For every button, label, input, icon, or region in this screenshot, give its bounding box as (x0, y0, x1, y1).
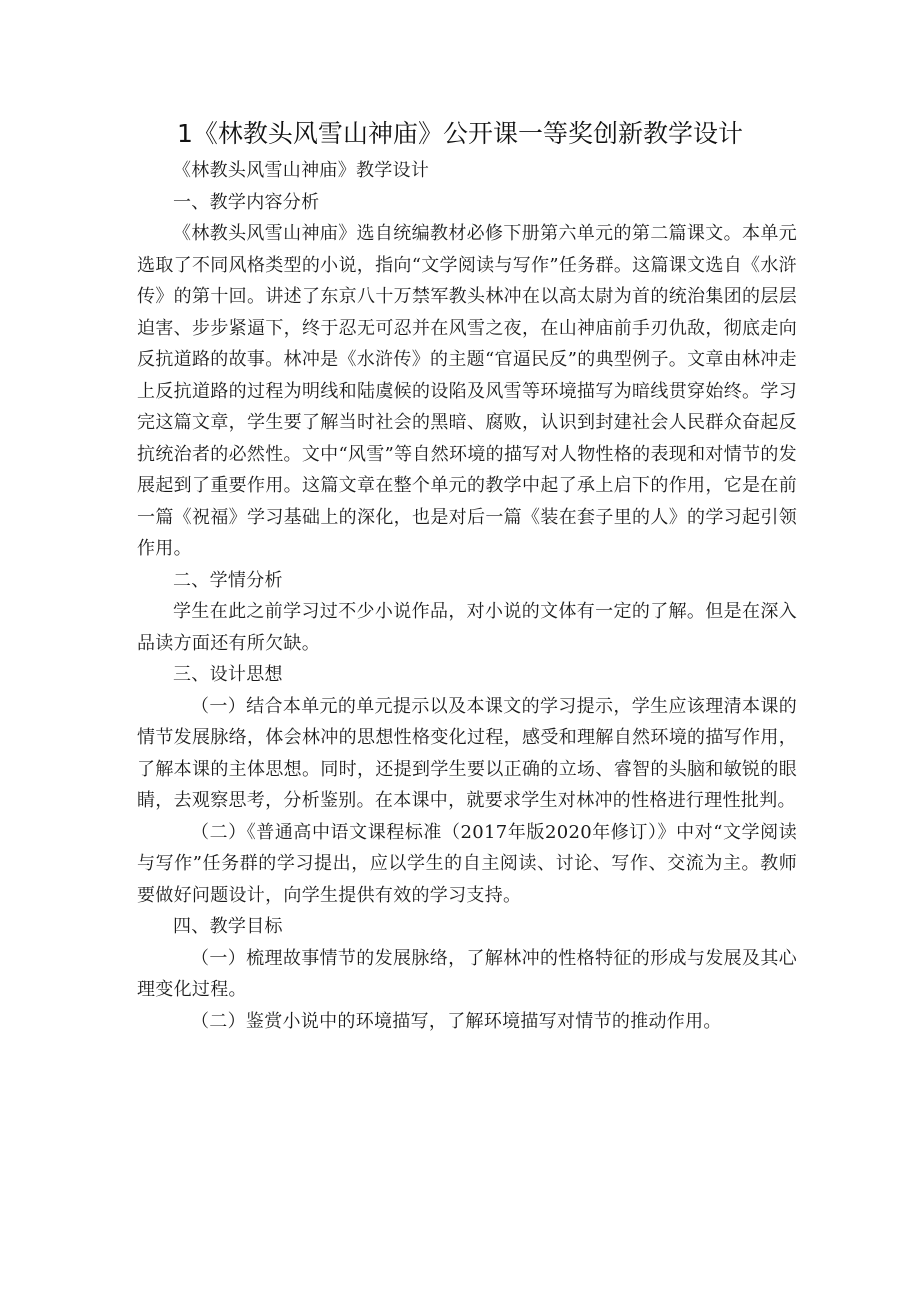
document-body (137, 155, 797, 1037)
paragraph-design-idea-1: （一）结合本单元的单元提示以及本课文的学习提示，学生应该理清本课的情节发展脉络，体会林冲的思想性格变化过程，感受和理解自然环境的描写作用，了解本课的主体思想。同时，还提到学生要以正确的立场、睿智的头脑和敏锐的眼睛，去观察思考，分析鉴别。在本课中，就要求学生对林冲的性格进行理性批判。 (137, 695, 797, 811)
section-heading-teaching-goals: 四、教学目标 (173, 916, 283, 937)
document-subtitle: 《林教头风雪山神庙》教学设计 (173, 160, 430, 181)
section-heading-design-idea: 三、设计思想 (173, 664, 283, 685)
paragraph-content-analysis: 《林教头风雪山神庙》选自统编教材必修下册第六单元的第二篇课文。本单元选取了不同风格类型的小说，指向“文学阅读与写作”任务群。这篇课文选自《水浒传》的第十回。讲述了东京八十万禁军教头林冲在以高太尉为首的统治集团的层层迫害、步步紧逼下，终于忍无可忍并在风雪之夜，在山神庙前手刃仇敌，彻底走向反抗道路的故事。林冲是《水浒传》的主题“官逼民反”的典型例子。文章由林冲走上反抗道路的过程为明线和陆虞候的设陷及风雪等环境描写为暗线贯穿始终。学习完这篇文章，学生要了解当时社会的黑暗、腐败，认识到封建社会人民群众奋起反抗统治者的必然性。文中“风雪”等自然环境的描写对人物性格的表现和对情节的发展起到了重要作用。这篇文章在整个单元的教学中起了承上启下的作用，它是在前一篇《祝福》学习基础上的深化，也是对后一篇《装在套子里的人》的学习起引领作用。 (137, 223, 797, 559)
paragraph-teaching-goal-2: （二）鉴赏小说中的环境描写，了解环境描写对情节的推动作用。 (191, 1010, 722, 1032)
paragraph-student-analysis: 学生在此之前学习过不少小说作品，对小说的文体有一定的了解。但是在深入品读方面还有所欠缺。 (137, 601, 797, 654)
paragraph-teaching-goal-1: （一）梳理故事情节的发展脉络，了解林冲的性格特征的形成与发展及其心理变化过程。 (137, 947, 797, 1000)
document-title: 1《林教头风雪山神庙》公开课一等奖创新教学设计 (177, 119, 743, 148)
paragraph-design-idea-2: （二）《普通高中语文课程标准（2017年版2020年修订）》中对“文学阅读与写作”任务群的学习提出，应以学生的自主阅读、讨论、写作、交流为主。教师要做好问题设计，向学生提供有效的学习支持。 (137, 821, 797, 906)
section-heading-content-analysis: 一、教学内容分析 (173, 191, 320, 213)
section-heading-student-analysis: 二、学情分析 (173, 569, 283, 591)
